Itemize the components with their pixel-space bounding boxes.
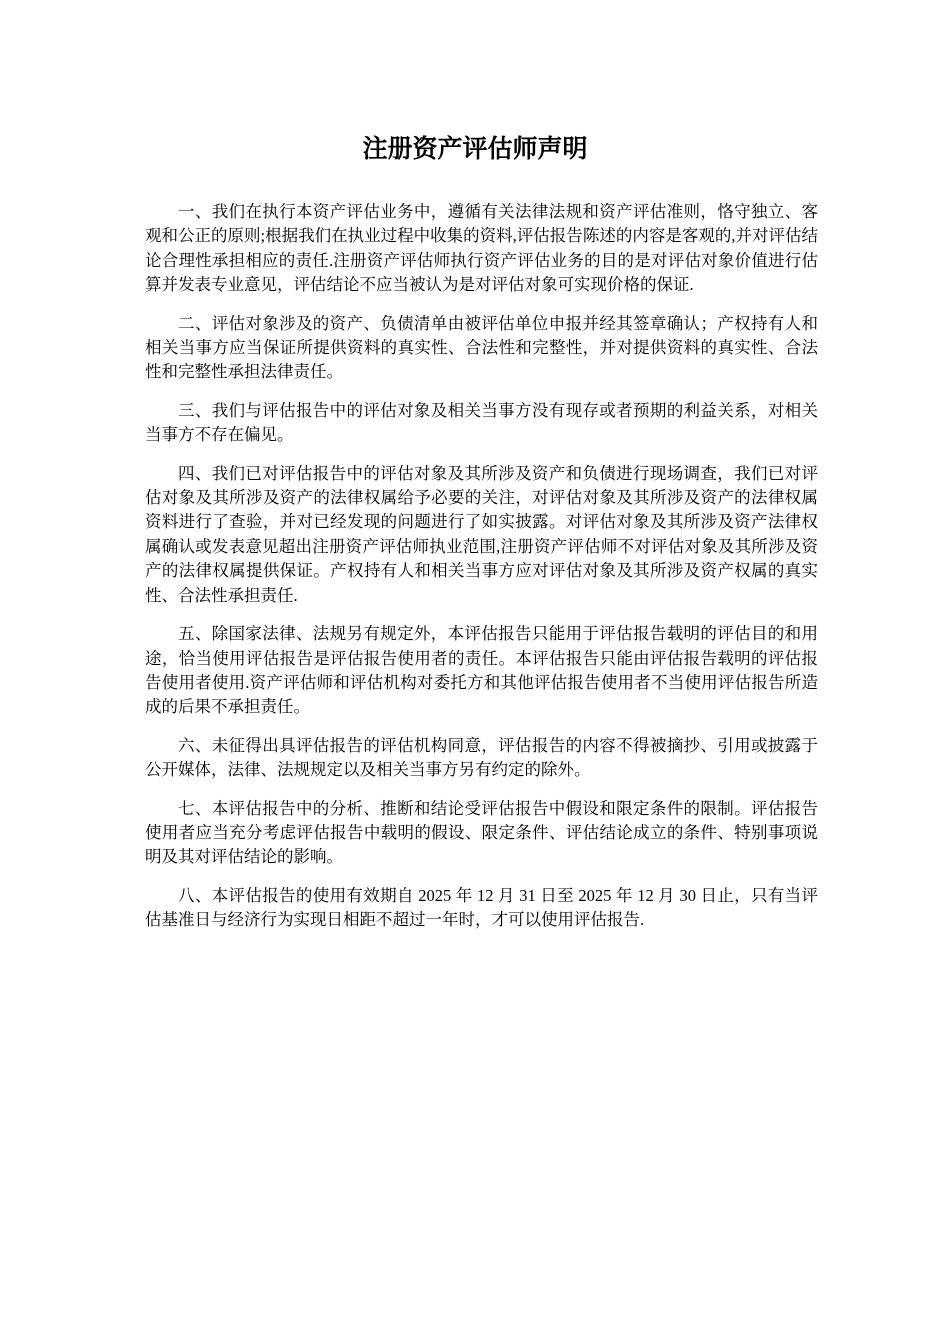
document-body (145, 200, 818, 947)
statement-paragraph-3: 三、我们与评估报告中的评估对象及相关当事方没有现存或者预期的利益关系，对相关当事方不存在偏见。 (145, 400, 818, 445)
statement-paragraph-6: 六、未征得出具评估报告的评估机构同意，评估报告的内容不得被摘抄、引用或披露于公开媒体，法律、法规规定以及相关当事方另有约定的除外。 (145, 735, 818, 780)
statement-paragraph-7: 七、本评估报告中的分析、推断和结论受评估报告中假设和限定条件的限制。评估报告使用者应当充分考虑评估报告中载明的假设、限定条件、评估结论成立的条件、特别事项说明及其对评估结论的影响。 (145, 798, 818, 867)
statement-paragraph-4: 四、我们已对评估报告中的评估对象及其所涉及资产和负债进行现场调查，我们已对评估对象及其所涉及资产的法律权属给予必要的关注，对评估对象及其所涉及资产的法律权属资料进行了查验，并对已经发现的问题进行了如实披露。对评估对象及其所涉及资产法律权属确认或发表意见超出注册资产评估师执业范围,注册资产评估师不对评估对象及其所涉及资产的法律权属提供保证。产权持有人和相关当事方应对评估对象及其所涉及资产权属的真实性、合法性承担责任. (145, 463, 818, 605)
statement-paragraph-1: 一、我们在执行本资产评估业务中，遵循有关法律法规和资产评估准则，恪守独立、客观和公正的原则;根据我们在执业过程中收集的资料,评估报告陈述的内容是客观的,并对评估结论合理性承担相应的责任.注册资产评估师执行资产评估业务的目的是对评估对象价值进行估算并发表专业意见，评估结论不应当被认为是对评估对象可实现价格的保证. (145, 202, 818, 295)
statement-paragraph-2: 二、评估对象涉及的资产、负债清单由被评估单位申报并经其签章确认；产权持有人和相关当事方应当保证所提供资料的真实性、合法性和完整性，并对提供资料的真实性、合法性和完整性承担法律责任。 (145, 313, 818, 382)
page-title: 注册资产评估师声明 (362, 134, 588, 163)
statement-paragraph-5: 五、除国家法律、法规另有规定外，本评估报告只能用于评估报告载明的评估目的和用途，恰当使用评估报告是评估报告使用者的责任。本评估报告只能由评估报告载明的评估报告使用者使用.资产评估师和评估机构对委托方和其他评估报告使用者不当使用评估报告所造成的后果不承担责任。 (145, 624, 818, 717)
statement-paragraph-8: 八、本评估报告的使用有效期自 2025 年 12 月 31 日至 2025 年 12 月 30 日止，只有当评估基准日与经济行为实现日相距不超过一年时，才可以使用评估报告. (145, 885, 818, 930)
